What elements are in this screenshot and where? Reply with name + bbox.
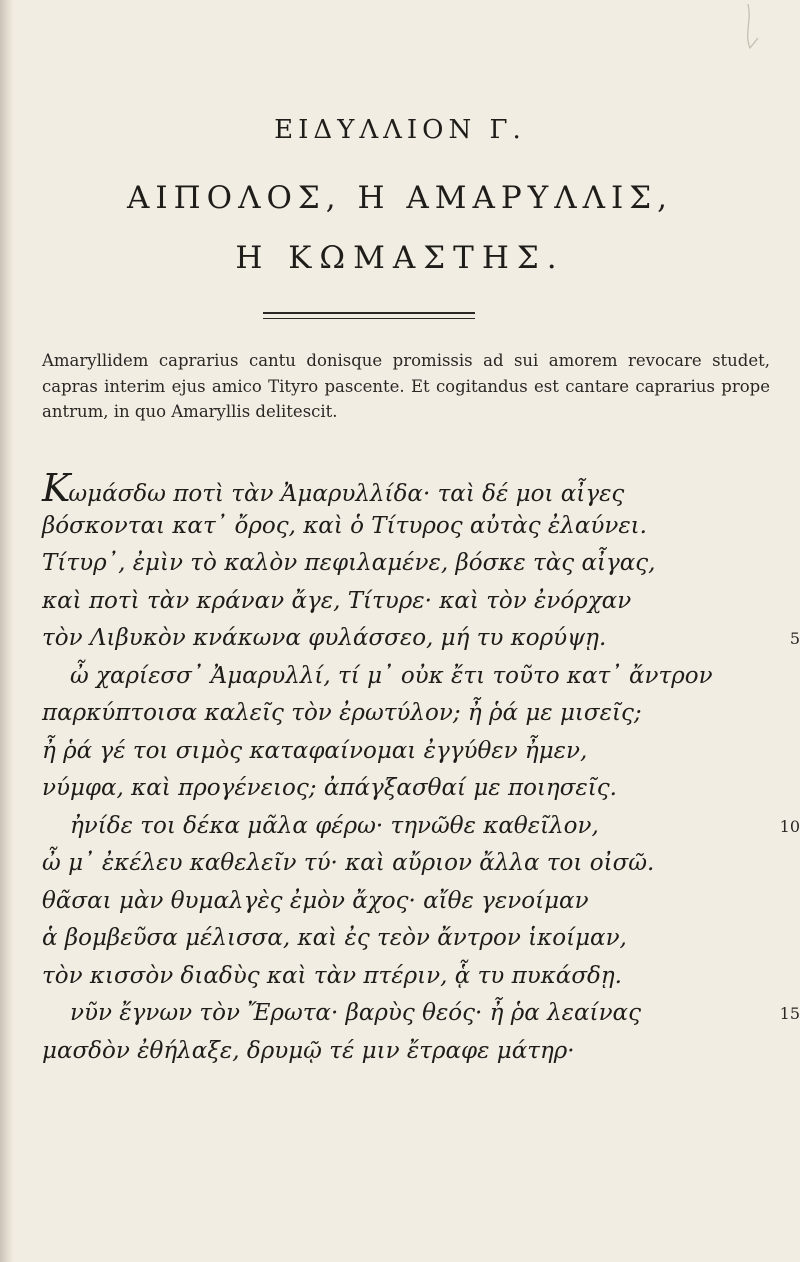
verse-line xyxy=(42,770,752,808)
verse-line xyxy=(42,733,752,771)
verse-text: ὦ χαρίεσσ᾽ Ἀμαρυλλί, τί μ᾽ οὐκ ἔτι τοῦτο κατ᾽ ἄντρον xyxy=(70,662,713,689)
line-number: 15 xyxy=(779,1004,800,1023)
verse-text: ὦ μ᾽ ἐκέλευ καθελεῖν τύ· καὶ αὔριον ἄλλα τοι οἰσῶ. xyxy=(42,850,655,876)
drop-letter: K xyxy=(42,466,69,510)
verse-text: ωμάσδω ποτὶ τὰν Ἀμαρυλλίδα· ταὶ δέ μοι αἶγες xyxy=(68,481,625,507)
corner-pencil-mark xyxy=(718,0,778,70)
verse-text: βόσκονται κατ᾽ ὄρος, καὶ ὁ Τίτυρος αὐτὰς ἐλαύνει. xyxy=(42,512,647,539)
verse-text: ἠνίδε τοι δέκα μᾶλα φέρω· τηνῶθε καθεῖλον, xyxy=(70,812,599,839)
latin-argument: Amaryllidem caprarius cantu donisque promissis ad sui amorem revocare studet, capras interim ejus amico Tityro pascente. Et cogitandus est cantare caprarius prope antrum, in quo Amaryllis delitescit. xyxy=(42,351,770,421)
line-number: 5 xyxy=(789,629,800,648)
title-rule xyxy=(263,312,475,319)
greek-verse-block xyxy=(42,466,800,1070)
idyll-title-line-1: ΑΙΠΟΛΟΣ, Η ΑΜΑΡΥΛΛΙΣ, xyxy=(126,180,674,216)
verse-line xyxy=(42,1033,752,1071)
verse-text: ἁ βομβεῦσα μέλισσα, καὶ ἐς τεὸν ἄντρον ἱκοίμαν, xyxy=(42,925,627,951)
verse-text: θᾶσαι μὰν θυμαλγὲς ἐμὸν ἄχος· αἴθε γενοίμαν xyxy=(42,887,589,914)
verse-line xyxy=(42,466,752,510)
verse-line xyxy=(42,620,800,658)
verse-line xyxy=(42,958,752,996)
verse-line xyxy=(42,695,752,733)
verse-text: νῦν ἔγνων τὸν Ἔρωτα· βαρὺς θεός· ἦ ῥα λεαίνας xyxy=(70,1000,641,1026)
verse-line xyxy=(42,508,752,546)
verse-text: καὶ ποτὶ τὰν κράναν ἄγε, Τίτυρε· καὶ τὸν ἐνόρχαν xyxy=(42,587,632,614)
verse-text: νύμφα, καὶ προγένειος; ἀπάγξασθαί με ποιησεῖς. xyxy=(42,775,617,801)
verse-line xyxy=(42,545,752,583)
verse-line xyxy=(42,920,752,958)
verse-text: Τίτυρ᾽, ἐμὶν τὸ καλὸν πεφιλαμένε, βόσκε τὰς αἶγας, xyxy=(42,550,656,576)
verse-text: τὸν Λιβυκὸν κνάκωνα φυλάσσεο, μή τυ κορύψῃ. xyxy=(42,625,607,651)
verse-text: ἦ ῥά γέ τοι σιμὸς καταφαίνομαι ἐγγύθεν ἦμεν, xyxy=(42,737,588,764)
verse-text: μασδὸν ἐθήλαξε, δρυμῷ τέ μιν ἔτραφε μάτηρ· xyxy=(42,1037,575,1064)
verse-line xyxy=(42,583,752,621)
verse-line xyxy=(42,995,800,1033)
verse-text: τὸν κισσὸν διαδὺς καὶ τὰν πτέριν, ᾇ τυ πυκάσδῃ. xyxy=(42,962,622,989)
verse-text: παρκύπτοισα καλεῖς τὸν ἐρωτύλον; ἦ ῥά με μισεῖς; xyxy=(42,700,642,726)
verse-line xyxy=(42,883,752,921)
running-head: ΕΙΔΥΛΛΙΟΝ Γ. xyxy=(274,115,526,145)
verse-line xyxy=(42,845,752,883)
verse-line xyxy=(42,808,800,846)
verse-line xyxy=(42,658,752,696)
idyll-title-line-2: Η ΚΩΜΑΣΤΗΣ. xyxy=(235,240,565,276)
corner-mark xyxy=(718,0,778,70)
line-number: 10 xyxy=(779,816,800,836)
